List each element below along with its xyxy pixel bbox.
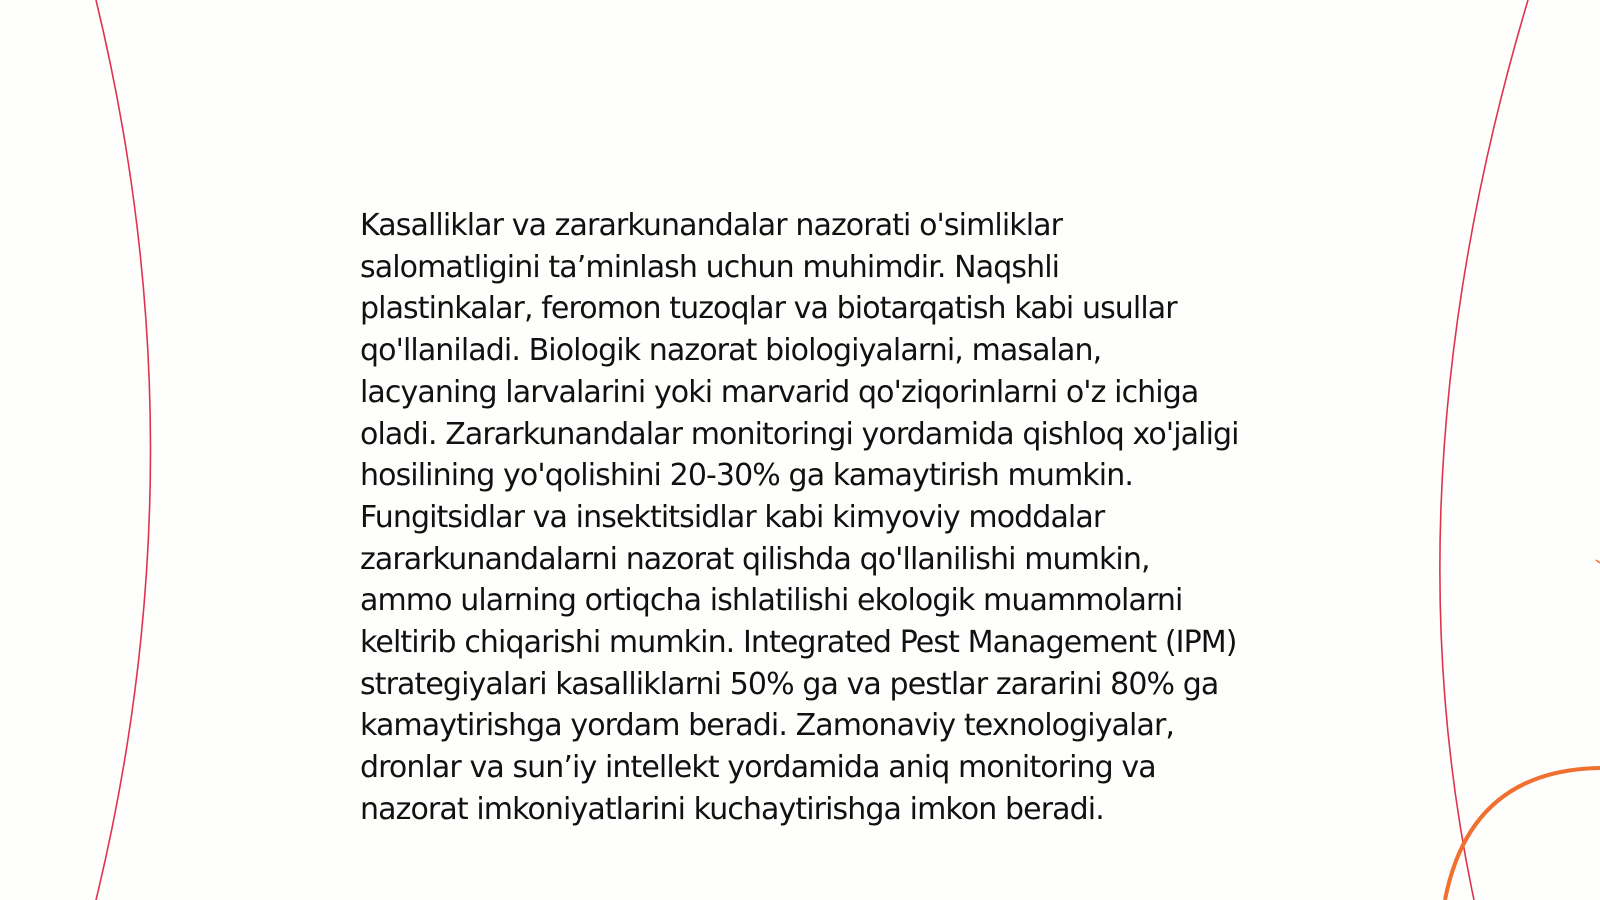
- edge-mark: [1596, 560, 1600, 563]
- right-curve: [1440, 0, 1528, 900]
- left-curve: [96, 0, 151, 900]
- orange-arc: [1445, 768, 1600, 900]
- slide-paragraph: Kasalliklar va zararkunandalar nazorati o'simliklar salomatligini ta’minlash uchun muhimdir. Naqshli plastinkalar, feromon tuzoqlar va biotarqatish kabi usullar qo'llaniladi. Biologik nazorat biologiyalarni, masalan, lacyaning larvalarini yoki marvarid qo'ziqorinlarni o'z ichiga oladi. Zararkunandalar monitoringi yordamida qishloq xo'jaligi hosilining yo'qolishini 20-30% ga kamaytirish mumkin. Fungitsidlar va insektitsidlar kabi kimyoviy moddalar zararkunandalarni nazorat qilishda qo'llanilishi mumkin, ammo ularning ortiqcha ishlatilishi ekologik muammolarni keltirib chiqarishi mumkin. Integrated Pest Management (IPM) strategiyalari kasalliklarni 50% ga va pestlar zararini 80% ga kamaytirishga yordam beradi. Zamonaviy texnologiyalar, dronlar va sun’iy intellekt yordamida aniq monitoring va nazorat imkoniyatlarini kuchaytirishga imkon beradi.: [360, 208, 1239, 827]
